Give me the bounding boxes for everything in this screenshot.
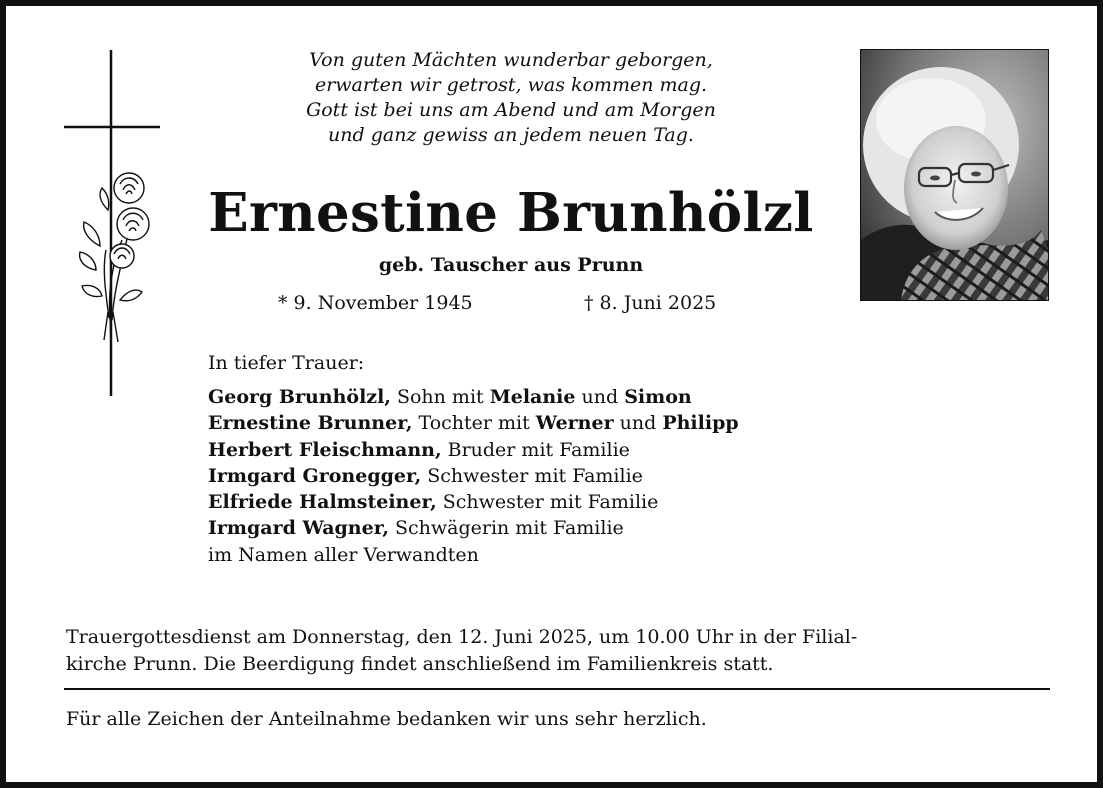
death-date: † 8. Juni 2025: [584, 292, 717, 314]
mourner-name: Philipp: [662, 412, 739, 435]
mourner-line: [208, 437, 739, 463]
service-line: Trauergottesdienst am Donnerstag, den 12. Juni 2025, um 10.00 Uhr in der Filial-: [66, 626, 858, 648]
mourner-relation: Schwester mit Familie: [436, 491, 659, 514]
poem: [206, 48, 816, 148]
mourner-line: [208, 489, 739, 515]
mourner-relation: und: [613, 412, 663, 435]
mourner-relation: Schwägerin mit Familie: [388, 517, 624, 540]
poem-line: Gott ist bei uns am Abend und am Morgen: [306, 99, 716, 121]
mourner-line: [208, 384, 739, 410]
mourner-name: Melanie: [489, 386, 576, 408]
mourner-name: Werner: [535, 412, 614, 435]
mourner-relation: und: [575, 386, 625, 408]
mourner-list: [208, 384, 739, 568]
thanks-text: Für alle Zeichen der Anteilnahme bedanken wir uns sehr herzlich.: [66, 708, 707, 730]
mourner-name: Irmgard Wagner,: [208, 517, 389, 540]
mourner-relation: Tochter mit: [412, 412, 536, 435]
mourner-name: Georg Brunhölzl,: [208, 386, 391, 408]
portrait-photo: [860, 49, 1049, 301]
divider: [64, 688, 1050, 690]
deceased-name: Ernestine Brunhölzl: [208, 182, 814, 244]
mourner-line: [208, 463, 739, 489]
mourner-name: Irmgard Gronegger,: [208, 464, 422, 487]
service-info: [66, 624, 1051, 678]
mourning-label: In tiefer Trauer:: [208, 352, 365, 374]
mourner-relation: Schwester mit Familie: [421, 464, 643, 487]
mourner-name: Ernestine Brunner,: [208, 412, 413, 435]
mourner-name: Herbert Fleischmann,: [208, 438, 442, 461]
service-line: kirche Prunn. Die Beerdigung findet anschließend im Familienkreis statt.: [66, 653, 774, 675]
mourner-relation: Sohn mit: [390, 386, 490, 408]
mourner-relation: Bruder mit Familie: [441, 438, 630, 461]
mourner-name: Elfriede Halmsteiner,: [208, 491, 437, 514]
mourner-relation: im Namen aller Verwandten: [208, 543, 479, 566]
mourner-line: [208, 542, 739, 568]
cross-with-roses-icon: [62, 50, 162, 396]
mourner-line: [208, 515, 739, 541]
poem-line: Von guten Mächten wunderbar geborgen,: [309, 49, 713, 71]
poem-line: und ganz gewiss an jedem neuen Tag.: [328, 124, 694, 146]
birth-name: geb. Tauscher aus Prunn: [378, 254, 644, 276]
poem-line: erwarten wir getrost, was kommen mag.: [314, 74, 708, 96]
mourner-name: Simon: [624, 386, 692, 408]
mourner-line: [208, 410, 739, 436]
birth-date: * 9. November 1945: [278, 292, 473, 314]
